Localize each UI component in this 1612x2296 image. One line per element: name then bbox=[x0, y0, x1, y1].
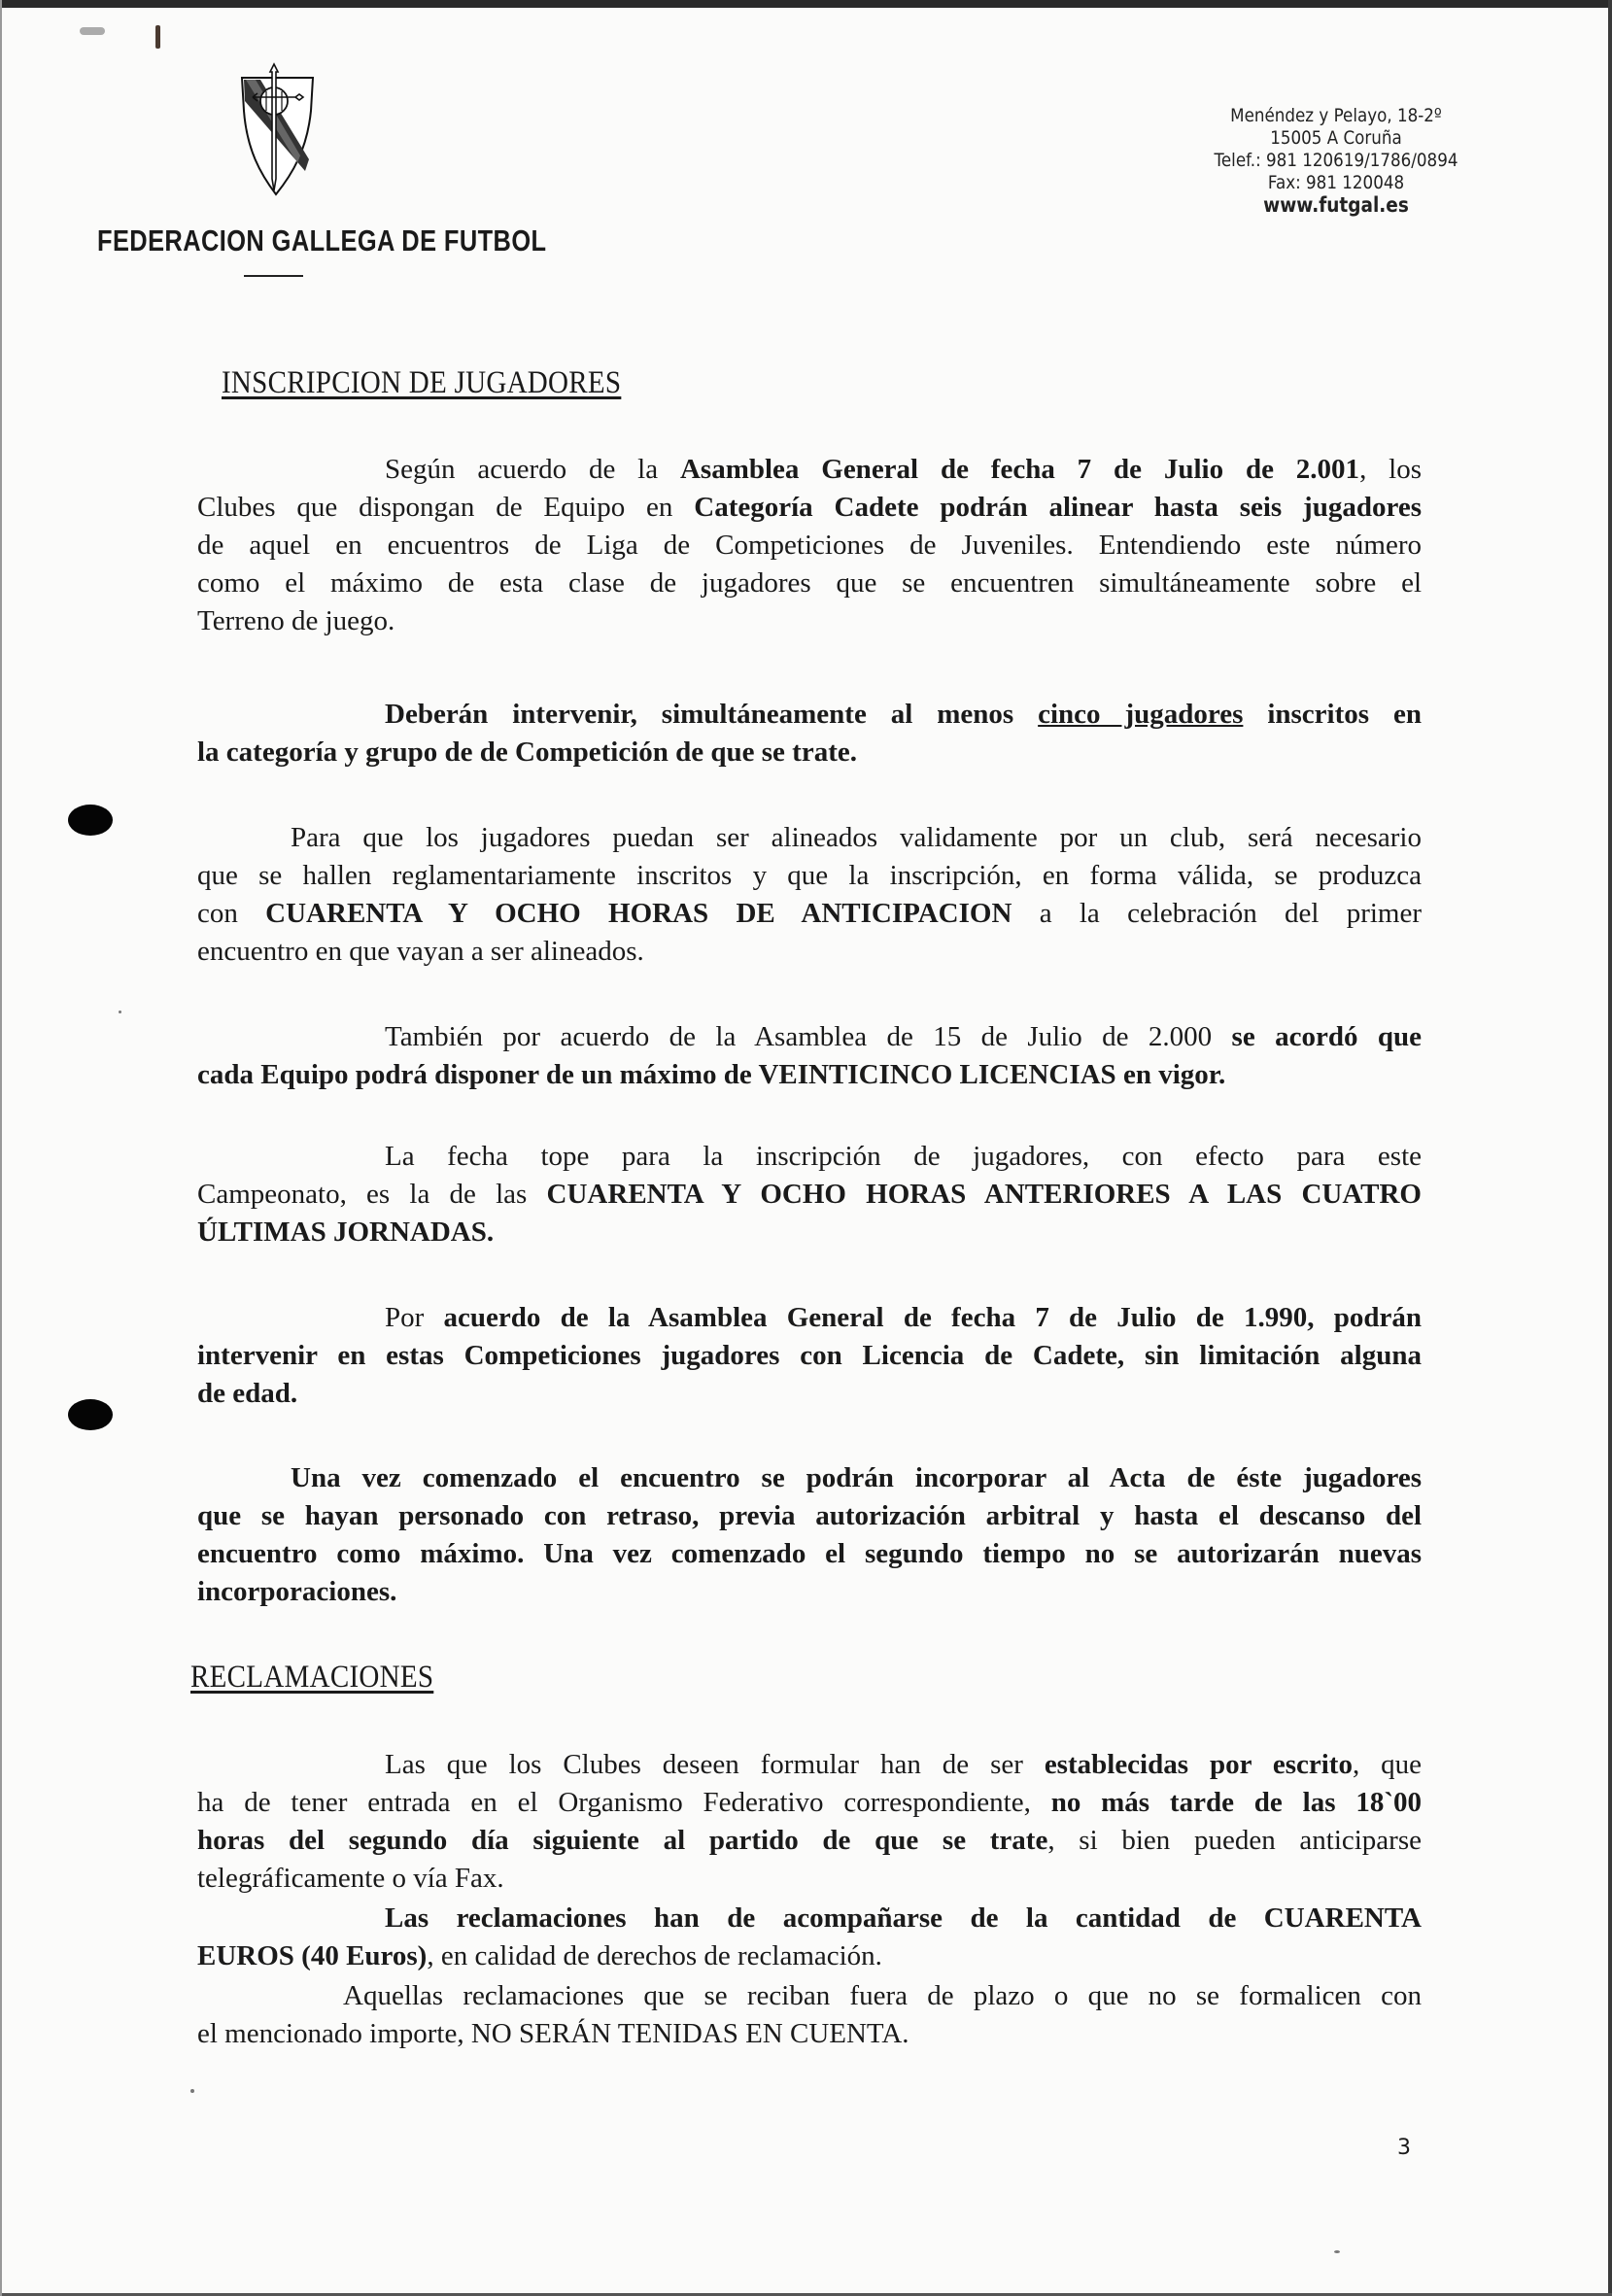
text-line: encuentro como máximo. Una vez comenzado el segundo tiempo no se autorizarán nuevas bbox=[197, 1538, 1422, 1569]
address-fax: Fax: 981 120048 bbox=[1267, 172, 1405, 193]
paragraph-fecha-tope bbox=[197, 1138, 1422, 1251]
scan-speck bbox=[190, 2089, 194, 2093]
website-link[interactable]: www.futgal.es bbox=[1263, 193, 1409, 217]
organization-name: FEDERACION GALLEGA DE FUTBOL bbox=[97, 223, 547, 257]
text-line: Una vez comenzado el encuentro se podrán incorporar al Acta de éste jugadores bbox=[291, 1462, 1422, 1493]
crest-shield-icon bbox=[239, 62, 317, 198]
text-bold: VEINTICINCO LICENCIAS bbox=[758, 1059, 1116, 1090]
text-line: Para que los jugadores puedan ser alineados validamente por un club, será necesario bbox=[291, 822, 1422, 853]
text-bold: Categoría Cadete podrán alinear hasta seis jugadores bbox=[694, 492, 1422, 523]
text: Clubes que dispongan de Equipo en bbox=[197, 492, 695, 523]
text-line: Aquellas reclamaciones que se reciban fuera de plazo o que no se formalicen con bbox=[343, 1980, 1422, 2011]
text-bold: EUROS (40 Euros) bbox=[197, 1940, 428, 1971]
text-line: que se hallen reglamentariamente inscritos y que la inscripción, en forma válida, se produzca bbox=[197, 860, 1422, 891]
text-bold: establecidas por escrito bbox=[1044, 1749, 1353, 1780]
text-line: Terreno de juego. bbox=[197, 605, 395, 636]
text-bold: en vigor. bbox=[1115, 1059, 1226, 1090]
paragraph-cuarenta-euros bbox=[197, 1900, 1422, 1975]
scan-speck bbox=[119, 1011, 121, 1013]
text: , los bbox=[1359, 454, 1423, 485]
paragraph-reclamaciones-escrito bbox=[197, 1746, 1422, 1898]
address-street: Menéndez y Pelayo, 18-2º bbox=[1230, 105, 1442, 126]
address-city: 15005 A Coruña bbox=[1270, 127, 1402, 149]
text-line: de edad. bbox=[197, 1378, 298, 1409]
text-bold: Asamblea General de fecha 7 de Julio de 2.001 bbox=[679, 454, 1360, 485]
text-line: como el máximo de esta clase de jugadores que se encuentren simultáneamente sobre el bbox=[197, 567, 1422, 599]
staple-marks bbox=[80, 21, 196, 60]
section-heading-reclamaciones: RECLAMACIONES bbox=[190, 1660, 434, 1695]
text: Por bbox=[385, 1302, 444, 1333]
text-line: telegráficamente o vía Fax. bbox=[197, 1863, 504, 1894]
text: , si bien pueden anticiparse bbox=[1047, 1825, 1422, 1856]
text-line: que se hayan personado con retraso, previa autorización arbitral y hasta el descanso del bbox=[197, 1500, 1422, 1531]
text-line: la categoría y grupo de de Competición de que se trate. bbox=[197, 737, 857, 768]
text: También por acuerdo de la Asamblea de 15 de Julio de 2.000 bbox=[385, 1021, 1232, 1052]
address-block bbox=[1208, 105, 1464, 217]
text: con bbox=[197, 898, 266, 929]
section-heading-inscripcion: INSCRIPCION DE JUGADORES bbox=[222, 365, 622, 400]
text: Campeonato, es la de las bbox=[197, 1179, 547, 1210]
text-bold: inscritos en bbox=[1243, 699, 1422, 730]
text-bold: horas del segundo día siguiente al partido de que se trate bbox=[197, 1825, 1048, 1856]
paragraph-licencia-cadete bbox=[197, 1299, 1422, 1413]
text: , que bbox=[1352, 1749, 1422, 1780]
text: Las que los Clubes deseen formular han de ser bbox=[385, 1749, 1045, 1780]
text-bold: CUARENTA bbox=[1263, 1902, 1422, 1934]
scan-speck bbox=[1334, 2250, 1340, 2253]
text-line: incorporaciones. bbox=[197, 1576, 397, 1607]
staple-mark bbox=[155, 25, 160, 49]
text: a la celebración del primer bbox=[1012, 898, 1422, 929]
text-bold: CUARENTA Y OCHO HORAS DE ANTICIPACION bbox=[265, 898, 1012, 929]
punch-hole bbox=[68, 1399, 113, 1430]
scan-frame-top bbox=[0, 0, 1612, 8]
address-phone: Telef.: 981 120619/1786/0894 bbox=[1214, 150, 1458, 171]
divider bbox=[244, 275, 303, 277]
paragraph-cinco-jugadores bbox=[197, 696, 1422, 771]
text-bold: se acordó que bbox=[1231, 1021, 1422, 1052]
text-bold: Las reclamaciones han de acompañarse de la cantidad de bbox=[385, 1902, 1264, 1934]
text-bold: cada Equipo podrá disponer de un máximo de bbox=[197, 1059, 759, 1090]
text-line: de aquel en encuentros de Liga de Competiciones de Juveniles. Entendiendo este número bbox=[197, 530, 1422, 561]
text-line: encuentro en que vayan a ser alineados. bbox=[197, 936, 644, 967]
paragraph-inscripcion-valida bbox=[197, 819, 1422, 971]
scan-frame-right bbox=[1608, 0, 1612, 2296]
paragraph-asamblea-2001 bbox=[197, 451, 1422, 640]
text-underlined: cinco jugadores bbox=[1038, 699, 1244, 730]
punch-hole bbox=[68, 805, 113, 836]
text: Según acuerdo de la bbox=[385, 454, 680, 485]
text-line: ÚLTIMAS JORNADAS. bbox=[197, 1217, 495, 1248]
page-number: 3 bbox=[1397, 2136, 1411, 2160]
text-bold: no más tarde de las 18`00 bbox=[1050, 1787, 1422, 1818]
text-bold: Deberán intervenir, simultáneamente al menos bbox=[385, 699, 1039, 730]
scan-frame-left bbox=[0, 0, 2, 2296]
text-line: intervenir en estas Competiciones jugadores con Licencia de Cadete, sin limitación alguna bbox=[197, 1340, 1422, 1371]
text-bold: CUARENTA Y OCHO HORAS ANTERIORES A LAS CUATRO bbox=[546, 1179, 1422, 1210]
paragraph-fuera-de-plazo bbox=[197, 1977, 1422, 2053]
text-bold: acuerdo de la Asamblea General de fecha 7 de Julio de 1.990, podrán bbox=[443, 1302, 1422, 1333]
text-line: el mencionado importe, NO SERÁN TENIDAS EN CUENTA. bbox=[197, 2018, 909, 2049]
text: , en calidad de derechos de reclamación. bbox=[427, 1940, 882, 1971]
staple-mark bbox=[80, 27, 105, 35]
paragraph-incorporacion-acta bbox=[197, 1459, 1422, 1611]
paragraph-veinticinco-licencias bbox=[197, 1018, 1422, 1094]
text: ha de tener entrada en el Organismo Federativo correspondiente, bbox=[197, 1787, 1051, 1818]
text-line: La fecha tope para la inscripción de jugadores, con efecto para este bbox=[385, 1141, 1422, 1172]
